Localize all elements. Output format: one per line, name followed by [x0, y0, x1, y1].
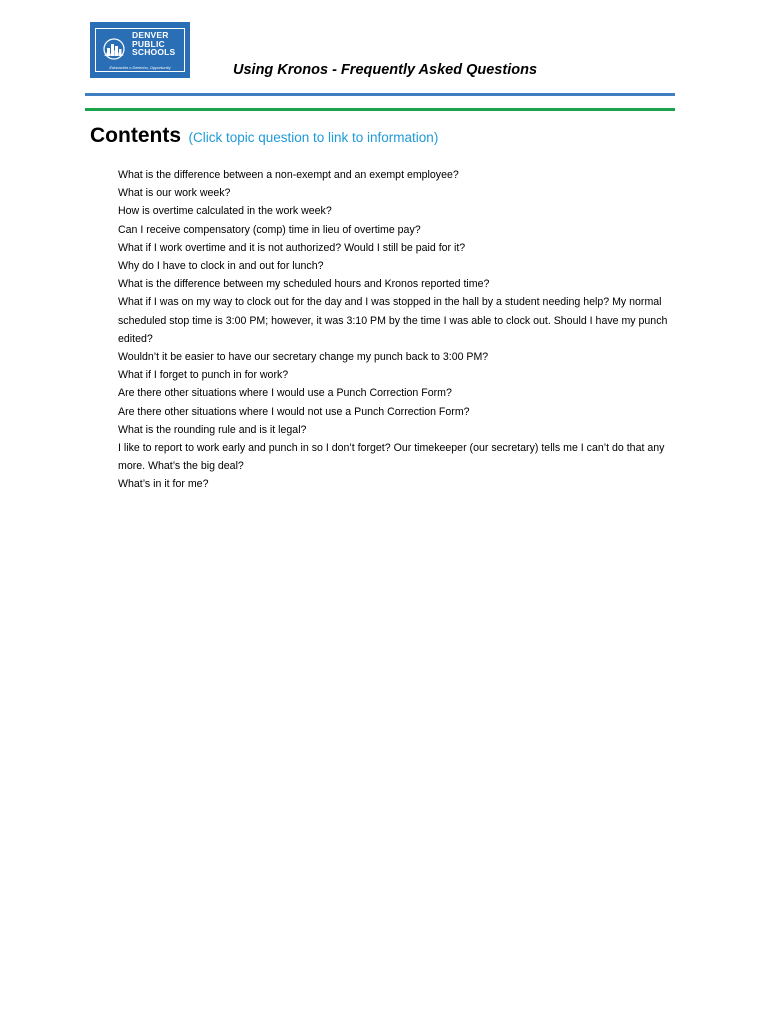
header-rule-green: [85, 108, 675, 111]
toc-item[interactable]: Can I receive compensatory (comp) time in lieu of overtime pay?: [118, 223, 421, 236]
toc-item[interactable]: I like to report to work early and punch in so I don’t forget? Our timekeeper (our secretary) tells me I can’t do that any more. What’s the big deal?: [118, 442, 665, 473]
contents-heading: [90, 124, 438, 148]
toc-item[interactable]: How is overtime calculated in the work week?: [118, 205, 332, 218]
logo-line-2: PUBLIC: [132, 38, 165, 49]
toc-item[interactable]: What is the rounding rule and is it legal?: [118, 423, 307, 436]
header-rule-blue: [85, 93, 675, 96]
logo-line-1: DENVER: [132, 30, 169, 40]
toc-item[interactable]: What if I forget to punch in for work?: [118, 369, 289, 382]
logo-wordmark: [132, 31, 175, 57]
toc-item[interactable]: Why do I have to clock in and out for lunch?: [118, 260, 324, 273]
toc-item[interactable]: What is the difference between my scheduled hours and Kronos reported time?: [118, 278, 490, 291]
toc-item[interactable]: What’s in it for me?: [118, 478, 209, 491]
toc-item[interactable]: Are there other situations where I would use a Punch Correction Form?: [118, 387, 452, 400]
toc-item[interactable]: Are there other situations where I would not use a Punch Correction Form?: [118, 405, 470, 418]
logo-frame: [95, 28, 185, 72]
table-of-contents: [118, 166, 680, 494]
toc-item[interactable]: What is our work week?: [118, 187, 231, 200]
logo-line-3: SCHOOLS: [132, 47, 176, 57]
contents-title: Contents: [90, 124, 181, 147]
toc-item[interactable]: What is the difference between a non-exempt and an exempt employee?: [118, 169, 459, 181]
document-title: Using Kronos - Frequently Asked Questions: [233, 62, 538, 78]
toc-item[interactable]: What if I work overtime and it is not authorized? Would I still be paid for it?: [118, 241, 466, 254]
city-skyline-icon: [100, 38, 128, 60]
contents-instruction: (Click topic question to link to information): [188, 130, 439, 145]
toc-item[interactable]: Wouldn’t it be easier to have our secretary change my punch back to 3:00 PM?: [118, 351, 489, 364]
logo-tagline: Educación o Derecho, Opportunity: [109, 65, 171, 70]
denver-public-schools-logo: [90, 22, 190, 78]
toc-item[interactable]: What if I was on my way to clock out for the day and I was stopped in the hall by a student needing help? My normal scheduled stop time is 3:00 PM; however, it was 3:10 PM by the time I was able to clock out. Should I have my punch edited?: [118, 296, 668, 345]
